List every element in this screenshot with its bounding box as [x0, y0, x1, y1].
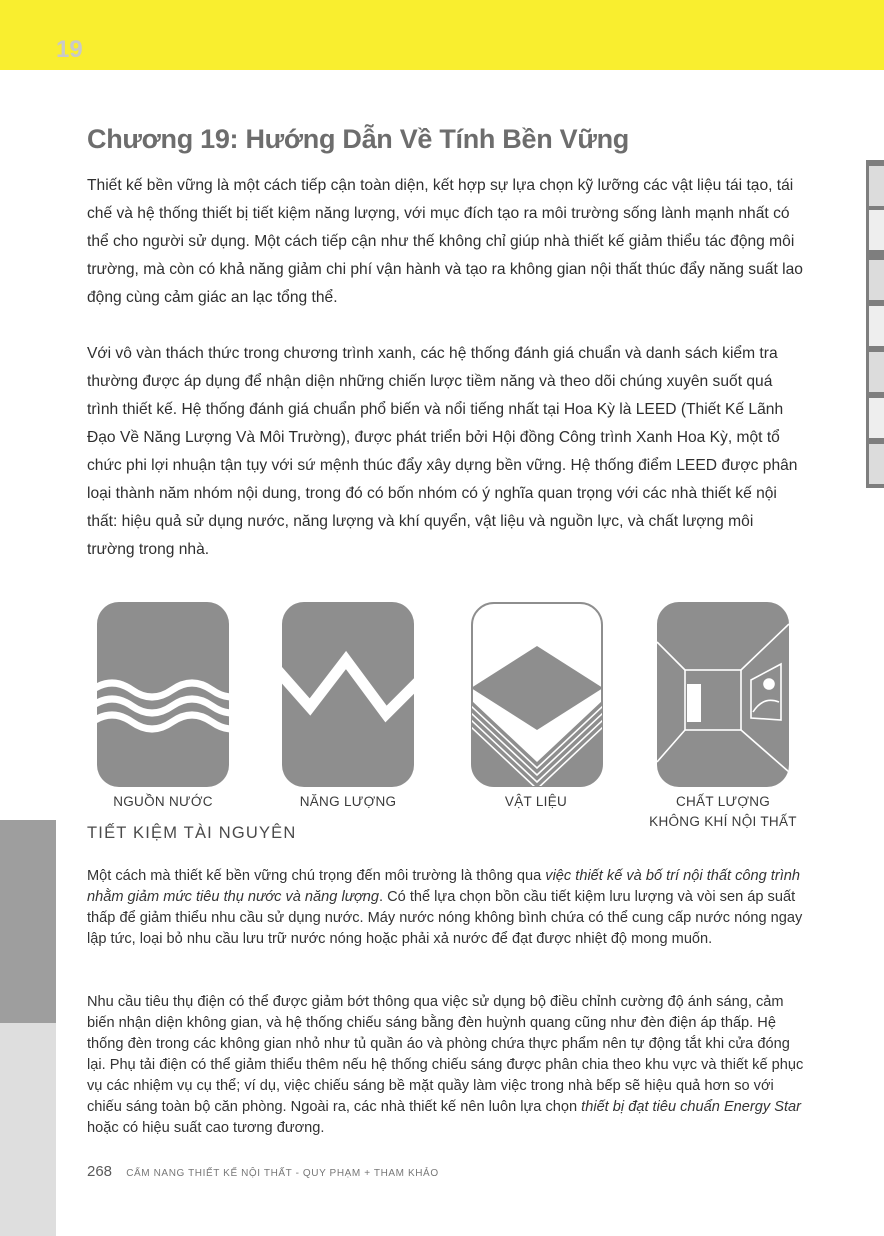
icon-label-materials: VẬT LIỆU	[504, 794, 568, 809]
side-tab	[869, 210, 884, 250]
body-text: . Có thể lựa chọn bồn cầu tiết kiệm lưu lượng và vòi sen áp suất thấp để giảm thiểu nhu cầu sử dụng nước. Máy nước nóng không bình chứa có thể cung cấp nước nóng ngay lập tức, loại bỏ nhu cầu lưu trữ nước nóng hoặc phải xả nước để đạt được nhiệt độ mong muốn.	[87, 889, 803, 947]
icon-label-line: CHẤT LƯỢNG	[675, 794, 771, 809]
side-tab	[869, 352, 884, 392]
section-heading: TIẾT KIỆM TÀI NGUYÊN	[87, 824, 297, 842]
icon-label-energy: NĂNG LƯỢNG	[299, 794, 397, 809]
chapter-number: 19	[56, 36, 83, 63]
water-waves-icon	[97, 602, 229, 787]
body-paragraph-1	[87, 866, 805, 950]
header-band	[0, 0, 884, 70]
side-tab	[869, 398, 884, 438]
icon-label-line: KHÔNG KHÍ NỘI THẤT	[649, 814, 797, 829]
side-tab	[869, 166, 884, 206]
intro-paragraph-1: Thiết kế bền vững là một cách tiếp cận toàn diện, kết hợp sự lựa chọn kỹ lưỡng các vật liệu tái tạo, tái chế và hệ thống thiết bị tiết kiệm năng lượng, với mục đích tạo ra môi trường sống lành mạnh nhất có thể cho người sử dụng. Một cách tiếp cận như thế không chỉ giúp nhà thiết kế giảm thiểu tác động môi trường, mà còn có khả năng giảm chi phí vận hành và tạo ra không gian nội thất thúc đẩy năng suất lao động cùng cảm giác an lạc tổng thể.	[87, 177, 803, 306]
left-margin-block-light	[0, 1023, 56, 1236]
leed-category-icons	[87, 602, 805, 832]
left-margin-block-dark	[0, 820, 56, 1023]
body-text: Một cách mà thiết kế bền vững chú trọng đến môi trường là thông qua	[87, 868, 546, 884]
body-emphasis: việc thiết kế và bố trí nội thất công trình nhằm giảm mức tiêu thụ nước và năng lượng	[87, 868, 800, 905]
icon-label-water: NGUỒN NƯỚC	[113, 794, 213, 809]
indoor-room-icon	[657, 602, 789, 787]
chapter-side-tabs	[866, 160, 884, 488]
page-title: Chương 19: Hướng Dẫn Về Tính Bền Vững	[87, 124, 629, 154]
body-text: Nhu cầu tiêu thụ điện có thể được giảm bớt thông qua việc sử dụng bộ điều chỉnh cường độ ánh sáng, cảm biến nhận diện không gian, và hệ thống chiếu sáng bằng đèn huỳnh quang cũng như đèn điện áp thấp. Hệ thống đèn trong các không gian nhỏ như tủ quần áo và phòng chứa thực phẩm nên tự động tắt khi cửa đóng lại. Phụ tải điện có thể giảm thiểu thêm nếu hệ thống chiếu sáng được phân chia theo khu vực và thiết kế phục vụ các nhiệm vụ cụ thể; ví dụ, việc chiếu sáng bề mặt quầy làm việc trong nhà bếp sẽ hiệu quả hơn so với chiếu sáng toàn bộ căn phòng. Ngoài ra, các nhà thiết kế nên luôn lựa chọn	[87, 994, 804, 1115]
side-tab	[869, 306, 884, 346]
side-tab	[869, 260, 884, 300]
body-paragraph-2	[87, 992, 805, 1139]
page-footer	[87, 1163, 439, 1180]
book-title: CẨM NANG THIẾT KẾ NỘI THẤT - QUY PHẠM + THAM KHẢO	[126, 1168, 439, 1179]
side-tab	[869, 444, 884, 484]
body-emphasis: thiết bị đạt tiêu chuẩn Energy Star	[581, 1099, 802, 1115]
icon-label-air-quality	[628, 792, 818, 832]
material-layers-icon	[471, 602, 603, 787]
body-text: hoặc có hiệu suất cao tương đương.	[87, 1120, 325, 1136]
energy-zigzag-icon	[282, 602, 414, 787]
page-number: 268	[87, 1163, 113, 1180]
intro-paragraph-2: Với vô vàn thách thức trong chương trình xanh, các hệ thống đánh giá chuẩn và danh sách kiểm tra thường được áp dụng để nhận diện những chiến lược tiềm năng và theo dõi chúng xuyên suốt quá trình thiết kế. Hệ thống đánh giá chuẩn phổ biến và nổi tiếng nhất tại Hoa Kỳ là LEED (Thiết Kế Lãnh Đạo Về Năng Lượng Và Môi Trường), được phát triển bởi Hội đồng Công trình Xanh Hoa Kỳ, một tổ chức phi lợi nhuận tận tụy với sứ mệnh thúc đẩy xây dựng bền vững. Hệ thống điểm LEED được phân loại thành năm nhóm nội dung, trong đó có bốn nhóm có ý nghĩa quan trọng với các nhà thiết kế nội thất: hiệu quả sử dụng nước, năng lượng và khí quyển, vật liệu và nguồn lực, và chất lượng môi trường trong nhà.	[87, 345, 798, 558]
